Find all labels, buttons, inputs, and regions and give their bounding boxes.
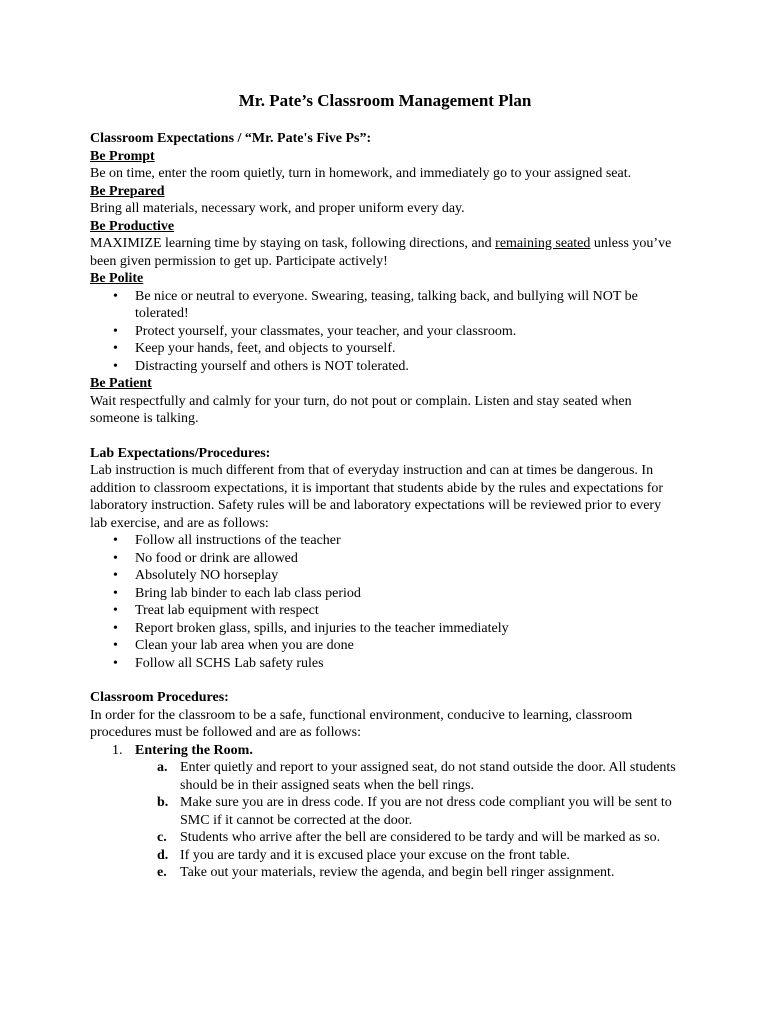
list-item [90,602,680,620]
bullet-icon: • [113,288,118,304]
list-item [90,847,680,865]
bullet-icon: • [113,533,118,548]
procedures-heading: Classroom Procedures: [90,690,229,705]
list-item-text: Protect yourself, your classmates, your teacher, and your classroom. [135,323,517,339]
list-item [90,358,680,376]
procedures-section [90,689,680,882]
be-prompt-text: Be on time, enter the room quietly, turn in homework, and immediately go to your assigned seat. [90,166,632,181]
be-prepared-heading: Be Prepared [90,183,165,199]
be-polite-heading: Be Polite [90,271,144,286]
procedures-intro: In order for the classroom to be a safe, functional environment, conducive to learning, classroom procedures must be followed and are as follows: [90,707,633,740]
list-item [90,794,680,829]
remaining-seated-phrase: remaining seated [495,236,591,251]
procedure-number: 1. [112,742,123,758]
list-item-text: Students who arrive after the bell are considered to be tardy and will be marked as so. [180,830,661,845]
expectations-section [90,130,680,428]
bullet-icon: • [113,358,118,374]
be-productive-text [90,235,680,270]
bullet-icon: • [113,585,118,601]
list-item-text: Clean your lab area when you are done [135,638,354,653]
bullet-icon: • [113,323,118,339]
list-item-text: Bring lab binder to each lab class period [135,585,361,601]
item-letter: e. [157,865,167,880]
list-item [90,829,680,847]
list-item [90,323,680,341]
list-item-text: Take out your materials, review the agenda, and begin bell ringer assignment. [180,865,615,880]
bullet-icon: • [113,620,118,636]
lab-rules-list [90,532,680,672]
lab-intro: Lab instruction is much different from that of everyday instruction and can at times be dangerous. In addition to classroom expectations, it is important that students abide by the rules and expectations for laboratory instruction. Safety rules will be and laboratory expectations will be reviewed prior to every lab exercise, and are as follows: [90,463,664,531]
be-polite-list [90,288,680,376]
be-prompt-heading: Be Prompt [90,148,155,164]
list-item [90,567,680,585]
list-item-text: Distracting yourself and others is NOT tolerated. [135,358,409,374]
list-item [90,340,680,358]
list-item-text: Absolutely NO horseplay [135,568,279,583]
bullet-icon: • [113,550,118,566]
section-spacer [90,428,680,445]
list-item [90,288,680,323]
list-item-text: If you are tardy and it is excused place your excuse on the front table. [180,847,570,863]
list-item [90,620,680,638]
section-spacer [90,672,680,689]
entering-room-list [90,759,680,882]
procedure-item [90,742,680,760]
be-productive-heading: Be Productive [90,218,175,234]
item-letter: c. [157,830,167,845]
document-title: Mr. Pate’s Classroom Management Plan [238,91,532,110]
list-item [90,655,680,673]
bullet-icon: • [113,638,118,653]
list-item-text: Follow all instructions of the teacher [135,533,341,548]
document-body [90,90,680,882]
list-item-text: Treat lab equipment with respect [135,603,319,618]
item-letter: a. [157,760,168,775]
item-letter: d. [157,847,169,863]
lab-heading: Lab Expectations/Procedures: [90,445,271,461]
list-item [90,585,680,603]
list-item-text: Keep your hands, feet, and objects to yourself. [135,341,396,356]
expectations-heading: Classroom Expectations / “Mr. Pate's Five Ps”: [90,131,372,146]
bullet-icon: • [113,341,118,356]
list-item-text: Make sure you are in dress code. If you are not dress code compliant you will be sent to SMC if it cannot be corrected at the door. [180,795,672,828]
list-item-text: Follow all SCHS Lab safety rules [135,655,324,671]
be-productive-text-start: MAXIMIZE learning time by staying on task, following directions, and [90,236,496,251]
list-item [90,759,680,794]
list-item [90,864,680,882]
item-letter: b. [157,795,169,810]
be-patient-text: Wait respectfully and calmly for your turn, do not pout or complain. Listen and stay seated when someone is talking. [90,393,632,426]
procedure-title: Entering the Room. [135,742,253,758]
list-item-text: Be nice or neutral to everyone. Swearing, teasing, talking back, and bullying will NOT be tolerated! [135,288,638,321]
list-item [90,637,680,655]
be-productive-text-end: unless you’ve been given permission to get up. Participate actively! [90,236,672,269]
bullet-icon: • [113,568,118,583]
bullet-icon: • [113,655,118,671]
be-prepared-text: Bring all materials, necessary work, and proper uniform every day. [90,201,465,216]
bullet-icon: • [113,603,118,618]
list-item-text: Enter quietly and report to your assigned seat, do not stand outside the door. All students should be in their assigned seats when the bell rings. [180,760,676,793]
lab-section [90,445,680,673]
list-item [90,532,680,550]
list-item-text: No food or drink are allowed [135,550,298,566]
list-item-text: Report broken glass, spills, and injuries to the teacher immediately [135,620,509,636]
be-patient-heading: Be Patient [90,376,152,391]
list-item [90,550,680,568]
